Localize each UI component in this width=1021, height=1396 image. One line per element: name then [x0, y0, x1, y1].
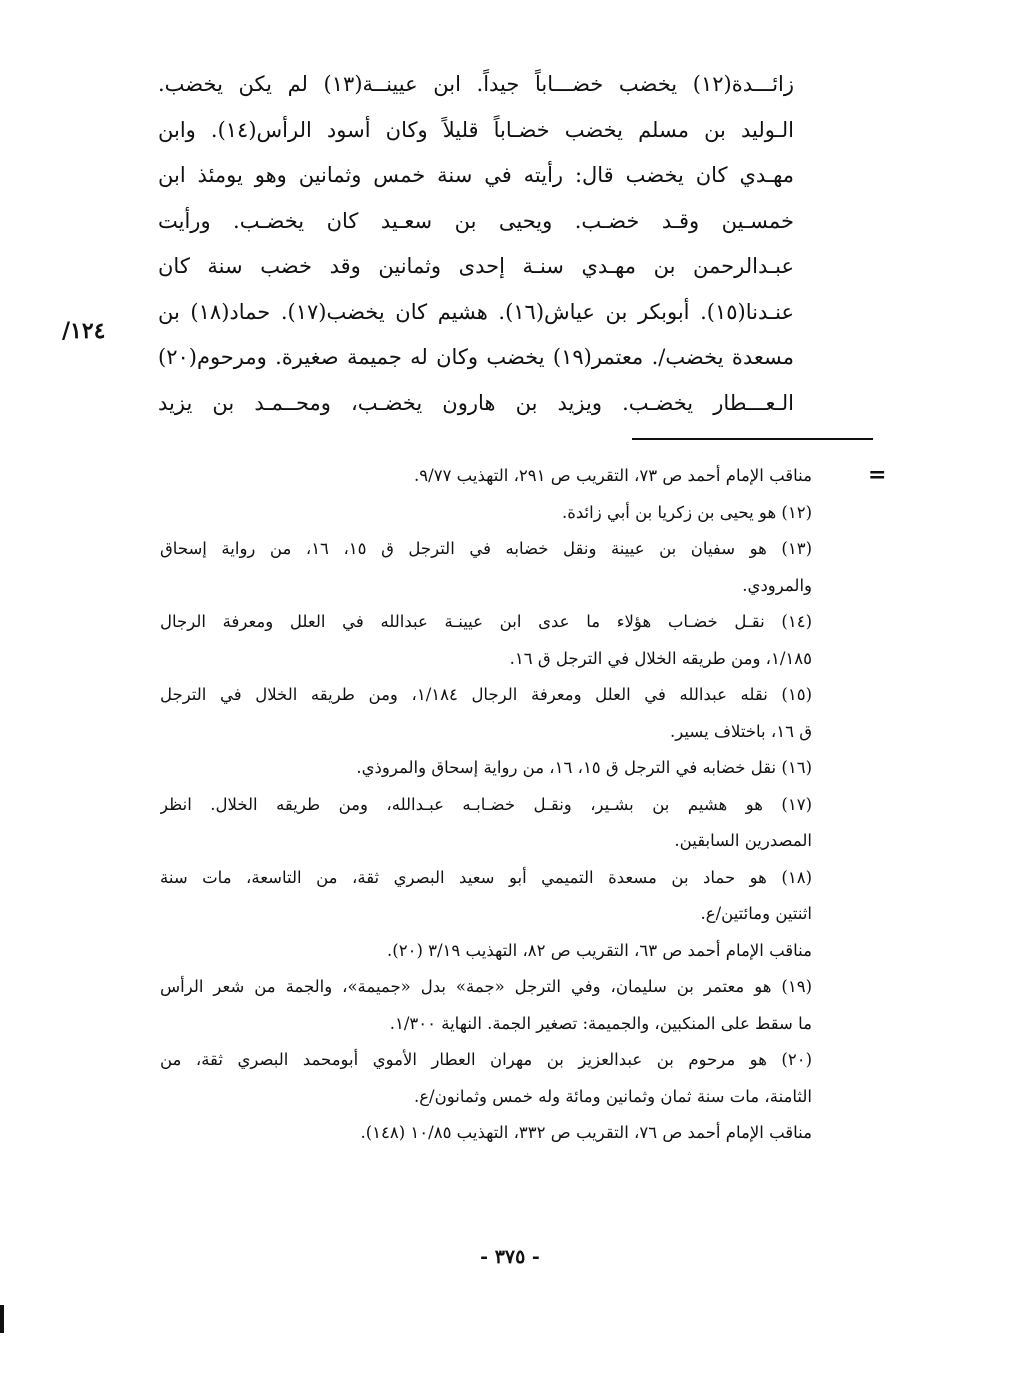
footnote-line: الثامنة، مات سنة ثمان وثمانين ومائة وله خمس وثمانون/ع. [413, 1086, 812, 1106]
footnote-line: (١٦) نقل خضابه في الترجل ق ١٥، ١٦، من رواية إسحاق والمروذي. [356, 758, 812, 777]
footnote-line: ١/١٨٥، ومن طريقه الخلال في الترجل ق ١٦. [509, 648, 812, 668]
page-number: - ٣٧٥ - [480, 1246, 540, 1268]
footnote-line: مناقب الإمام أحمد ص ٧٦، التقريب ص ٣٣٢، التهذيب ١٠/٨٥ (١٤٨). [360, 1123, 812, 1142]
scan-edge-mark [0, 1305, 4, 1333]
footnote-line: (١٨) هو حماد بن مسعدة التميمي أبو سعيد البصري ثقة، من التاسعة، مات سنة [160, 867, 812, 887]
footnote-line: والمرودي. [742, 575, 812, 595]
margin-folio-number: ١٢٤/ [62, 318, 106, 344]
main-text-line-7: مسعدة يخضب/. معتمر(١٩) يخضب وكان له جميمة صغيرة. ومرحوم(٢٠) [158, 345, 794, 369]
footnote-line: (١٢) هو يحيى بن زكريا بن أبي زائدة. [562, 502, 812, 522]
footnote-line: (١٩) هو معتمر بن سليمان، وفي الترجل «جمة» بدل «جميمة»، والجمة من شعر الرأس [160, 977, 812, 996]
main-text-line-3: مهـدي كان يخضب قال: رأيته في سنة خمس وثمانين وهو يومئذ ابن [158, 163, 794, 187]
main-text-line-2: الـوليد بن مسلم يخضب خضـاباً قليلاً وكان أسود الرأس(١٤). وابن [158, 117, 794, 142]
footnote-line: ق ١٦، باختلاف يسير. [670, 721, 812, 741]
footnote-line: اثنتين ومائتين/ع. [700, 904, 812, 923]
footnote-line: مناقب الإمام أحمد ص ٦٣، التقريب ص ٨٢، التهذيب ٣/١٩ (٢٠). [387, 940, 812, 960]
main-text-line-8: الـعـــطار يخضـب. ويزيد بن هارون يخضـب، ومحــمـد بن يزيد [158, 390, 794, 415]
footnote-separator-rule [632, 438, 873, 440]
footnote-line: (١٤) نقـل خضـاب هؤلاء ما عدى ابن عيينـة عبدالله في العلل ومعرفة الرجال [160, 612, 812, 631]
footnote-line: (١٧) هو هشيم بن بشـير، ونقـل خضـابـه عبـدالله، ومن طريقه الخلال. انظر [160, 794, 812, 814]
footnote-line: (٢٠) هو مرحوم بن عبدالعزيز بن مهران العطار الأموي أبومحمد البصري ثقة، من [160, 1050, 812, 1069]
main-text-line-5: عبـدالرحمن بن مهـدي سنـة إحدى وثمانين وقد خضب سنة كان [158, 254, 794, 278]
main-text-line-6: عنـدنا(١٥). أبوبكر بن عياش(١٦). هشيم كان يخضب(١٧). حماد(١٨) بن [158, 299, 794, 324]
footnote-line: ما سقط على المنكبين، والجميمة: تصغير الجمة. النهاية ١/٣٠٠. [389, 1013, 812, 1033]
footnotes-block [160, 458, 812, 1152]
main-text-block [158, 62, 794, 426]
footnote-line: (١٣) هو سفيان بن عيينة ونقل خضابه في الترجل ق ١٥، ١٦، من رواية إسحاق [160, 539, 812, 558]
main-text-line-4: خمسـين وقـد خضـب. ويحيى بن سعـيد كان يخضـب. ورأيت [158, 208, 794, 233]
footnote-line: المصدرين السابقين. [674, 831, 812, 850]
footnote-line: مناقب الإمام أحمد ص ٧٣، التقريب ص ٢٩١، التهذيب ٩/٧٧. [414, 466, 812, 485]
footnote-line: (١٥) نقله عبدالله في العلل ومعرفة الرجال ١/١٨٤، ومن طريقه الخلال في الترجل [160, 685, 812, 704]
main-text-line-1: زائـــدة(١٢) يخضب خضـــاباً جيداً. ابن عيينــة(١٣) لم يكن يخضب. [158, 72, 794, 96]
footnote-continuation-marker: = [868, 462, 887, 488]
